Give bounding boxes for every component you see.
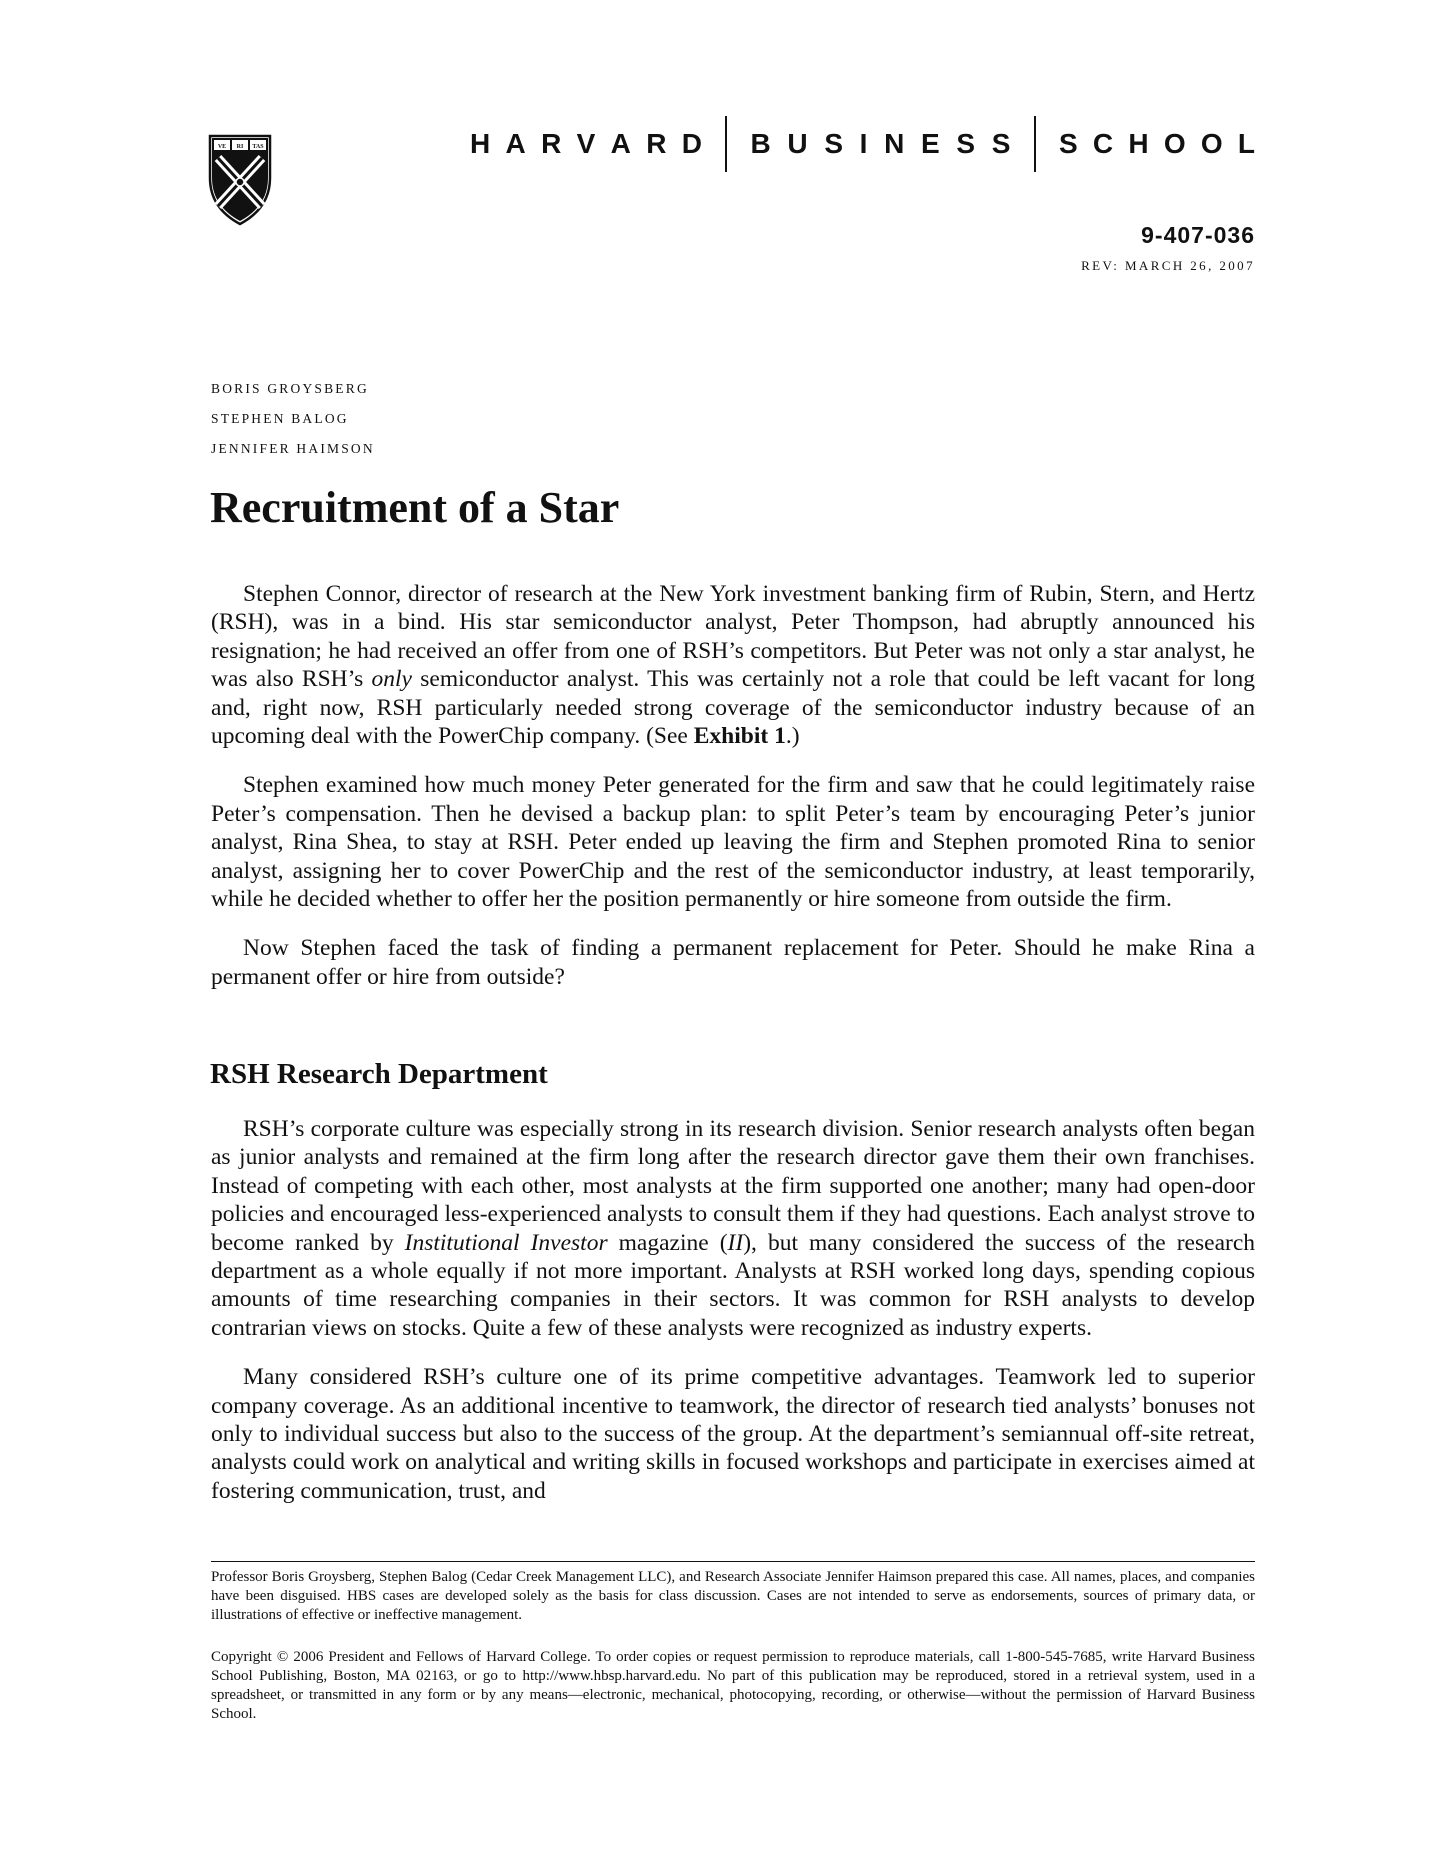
shield-text-ve: VE [217,144,227,150]
masthead-school: S C H O O L [1059,128,1255,159]
paragraph: Many considered RSH’s culture one of its prime competitive advantages. Teamwork led to superior company coverage. As an additional incentive to teamwork, the director of research tied analysts’ bonuses not only to individual success but also to the success of the group. At the department’s semiannual off-site retreat, analysts could work on analytical and writing skills in focused workshops and participate in exercises aimed at fostering communication, trust, and [211,1364,1255,1504]
footnote: Professor Boris Groysberg, Stephen Balog (Cedar Creek Management LLC), and Research Associate Jennifer Haimson prepared this case. All names, places, and companies have been disguised. HBS cases are developed solely as the basis for class discussion. Cases are not intended to serve as endorsements, sources of primary data, or illustrations of effective or ineffective management. [211,1569,1255,1623]
copyright-notice: Copyright © 2006 President and Fellows of Harvard College. To order copies or request permission to reproduce materials, call 1-800-545-7685, write Harvard Business School Publishing, Boston, MA 02163, or go to http://www.hbsp.harvard.edu. No part of this publication may be reproduced, stored in a retrieval system, used in a spreadsheet, or transmitted in any form or by any means—electronic, mechanical, photocopying, recording, or otherwise—without the permission of Harvard Business School. [211,1649,1255,1722]
paragraph: RSH’s corporate culture was especially strong in its research division. Senior research analysts often began as junior analysts and remained at the firm long after the research director gave them their own franchises. Instead of competing with each other, most analysts at the firm supported one another; many had open-door policies and encouraged less-experienced analysts to consult them if they had questions. Each analyst strove to become ranked by Institutional Investor magazine (II), but many considered the success of the research department as a whole equally if not more important. Analysts at RSH worked long days, spending copious amounts of time researching companies in their sectors. It was common for RSH analysts to develop contrarian views on stocks. Quite a few of these analysts were recognized as industry experts. [211,1116,1256,1341]
masthead-business: B U S I N E S S [750,128,1011,159]
masthead-divider [1034,116,1036,172]
revision-date: REV: MARCH 26, 2007 [1081,258,1255,273]
author-name: BORIS GROYSBERG [211,381,369,396]
research-department-section [211,1115,1255,1526]
shield-text-tas: TAS [252,144,264,150]
exhibit-reference: Exhibit 1 [693,723,786,750]
author-name: STEPHEN BALOG [211,411,349,426]
case-title: Recruitment of a Star [210,483,620,532]
case-number: 9-407-036 [1141,222,1255,248]
paragraph: Stephen Connor, director of research at the New York investment banking firm of Rubin, Stern, and Hertz (RSH), was in a bind. His star semiconductor analyst, Peter Thompson, had abruptly announced his resignation; he had received an offer from one of RSH’s competitors. But Peter was not only a star analyst, he was also RSH’s only semiconductor analyst. This was certainly not a role that could be left vacant for long and, right now, RSH particularly needed strong coverage of the semiconductor industry because of an upcoming deal with the PowerChip company. (See Exhibit 1.) [211,581,1255,750]
footnote-divider [211,1561,1255,1562]
masthead-harvard: H A R V A R D [470,128,702,159]
author-list [211,374,375,464]
masthead-divider [725,116,727,172]
paragraph: Stephen examined how much money Peter generated for the firm and saw that he could legitimately raise Peter’s compensation. Then he devised a backup plan: to split Peter’s team by encouraging Peter’s junior analyst, Rina Shea, to stay at RSH. Peter ended up leaving the firm and Stephen promoted Rina to senior analyst, assigning her to cover PowerChip and the rest of the semiconductor industry, at least temporarily, while he decided whether to offer her the position permanently or hire someone from outside the firm. [211,772,1255,913]
shield-text-ri: RI [236,144,244,150]
paragraph: Now Stephen faced the task of finding a permanent replacement for Peter. Should he make Rina a permanent offer or hire from outside? [211,935,1255,990]
intro-section [211,580,1255,1012]
author-name: JENNIFER HAIMSON [211,441,375,456]
harvard-shield-logo [208,132,272,226]
section-heading: RSH Research Department [210,1058,548,1090]
masthead [470,116,1255,172]
